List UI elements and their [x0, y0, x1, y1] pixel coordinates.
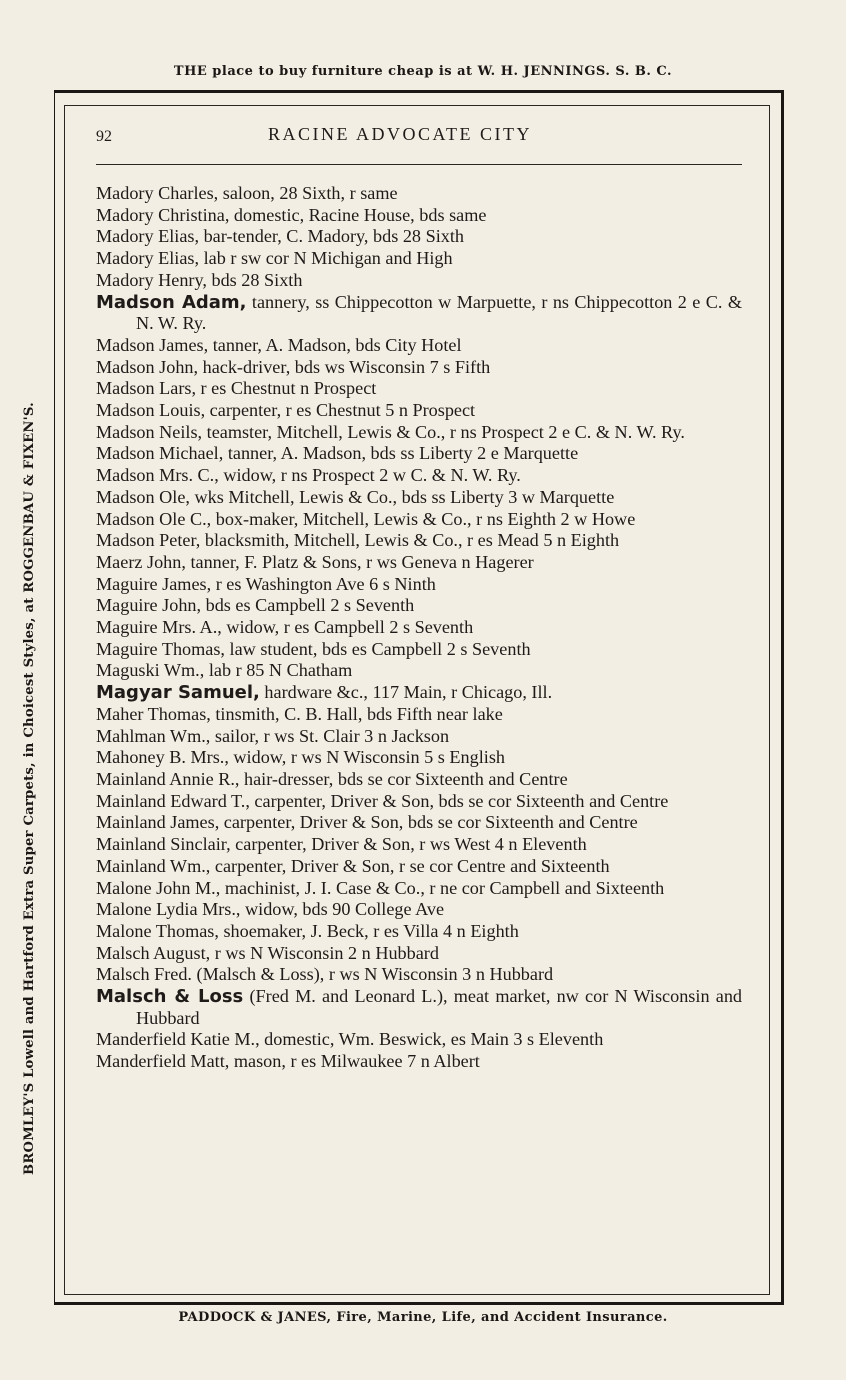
directory-entry	[96, 183, 742, 205]
directory-entry	[96, 986, 742, 1029]
entry-text: Mainland James, carpenter, Driver & Son, bds se cor Sixteenth and Centre	[96, 812, 638, 833]
directory-entry	[96, 487, 742, 509]
entry-text: Mainland Annie R., hair-dresser, bds se cor Sixteenth and Centre	[96, 768, 568, 789]
directory-entry	[96, 682, 742, 704]
directory-entry	[96, 639, 742, 661]
entry-text: Malone John M., machinist, J. I. Case & Co., r ne cor Campbell and Sixteenth	[96, 877, 665, 898]
directory-entry	[96, 660, 742, 682]
entry-text: Maher Thomas, tinsmith, C. B. Hall, bds Fifth near lake	[96, 703, 503, 724]
entry-text: Malsch August, r ws N Wisconsin 2 n Hubbard	[96, 942, 439, 963]
directory-entry	[96, 378, 742, 400]
entry-text: Mainland Wm., carpenter, Driver & Son, r se cor Centre and Sixteenth	[96, 855, 610, 876]
entry-text: Mahoney B. Mrs., widow, r ws N Wisconsin 5 s English	[96, 747, 505, 768]
directory-listing	[96, 183, 742, 1073]
entry-text: Mainland Sinclair, carpenter, Driver & Son, r ws West 4 n Eleventh	[96, 834, 587, 855]
entry-text: Madson Neils, teamster, Mitchell, Lewis & Co., r ns Prospect 2 e C. & N. W. Ry.	[96, 421, 685, 442]
entry-text: Manderfield Matt, mason, r es Milwaukee 7 n Albert	[96, 1051, 480, 1072]
directory-entry	[96, 812, 742, 834]
entry-text: Maerz John, tanner, F. Platz & Sons, r ws Geneva n Hagerer	[96, 551, 534, 572]
directory-entry	[96, 964, 742, 986]
entry-text: Mahlman Wm., sailor, r ws St. Clair 3 n Jackson	[96, 725, 450, 746]
directory-entry	[96, 704, 742, 726]
entry-text: Madory Elias, lab r sw cor N Michigan and High	[96, 248, 453, 269]
directory-entry	[96, 769, 742, 791]
entry-text: (Fred M. and Leonard L.), meat market, nw cor N Wisconsin and Hubbard	[136, 986, 743, 1028]
entry-text: Madson Ole, wks Mitchell, Lewis & Co., bds ss Liberty 3 w Marquette	[96, 486, 615, 507]
directory-entry	[96, 292, 742, 335]
entry-text: Maguire Mrs. A., widow, r es Campbell 2 s Seventh	[96, 617, 474, 638]
directory-entry	[96, 335, 742, 357]
directory-entry	[96, 1029, 742, 1051]
directory-entry	[96, 747, 742, 769]
entry-text: Madson Lars, r es Chestnut n Prospect	[96, 378, 377, 399]
directory-entry	[96, 530, 742, 552]
entry-text: hardware &c., 117 Main, r Chicago, Ill.	[259, 682, 553, 703]
directory-entry	[96, 878, 742, 900]
directory-entry	[96, 270, 742, 292]
directory-entry	[96, 248, 742, 270]
entry-text: Malsch Fred. (Malsch & Loss), r ws N Wisconsin 3 n Hubbard	[96, 964, 554, 985]
page-header	[96, 124, 742, 165]
directory-entry	[96, 443, 742, 465]
entry-text: Maguski Wm., lab r 85 N Chatham	[96, 660, 353, 681]
entry-text: Maguire James, r es Washington Ave 6 s Ninth	[96, 573, 436, 594]
directory-entry	[96, 791, 742, 813]
directory-entry	[96, 899, 742, 921]
bottom-advertisement: PADDOCK & JANES, Fire, Marine, Life, and Accident Insurance.	[178, 1310, 668, 1325]
directory-entry	[96, 465, 742, 487]
entry-bold-name: Magyar Samuel,	[96, 682, 260, 704]
entry-text: Malone Lydia Mrs., widow, bds 90 College Ave	[96, 899, 445, 920]
entry-text: Madson James, tanner, A. Madson, bds City Hotel	[96, 334, 462, 355]
entry-text: Maguire John, bds es Campbell 2 s Seventh	[96, 595, 415, 616]
directory-entry	[96, 357, 742, 379]
entry-bold-name: Malsch & Loss	[96, 986, 244, 1008]
entry-text: Manderfield Katie M., domestic, Wm. Beswick, es Main 3 s Eleventh	[96, 1029, 604, 1050]
entry-text: Madory Charles, saloon, 28 Sixth, r same	[96, 183, 398, 203]
directory-entry	[96, 834, 742, 856]
page-number: 92	[96, 128, 112, 145]
side-advertisement: BROMLEY'S Lowell and Hartford Extra Super Carpets, in Choicest Styles, at ROGGENBAU & FIXEN'S.	[22, 402, 37, 1175]
directory-entry	[96, 509, 742, 531]
entry-text: Madson Peter, blacksmith, Mitchell, Lewis & Co., r es Mead 5 n Eighth	[96, 530, 620, 551]
entry-text: Madory Elias, bar-tender, C. Madory, bds 28 Sixth	[96, 226, 464, 247]
entry-bold-name: Madson Adam,	[96, 291, 247, 313]
entry-text: Madory Christina, domestic, Racine House, bds same	[96, 204, 487, 225]
directory-entry	[96, 595, 742, 617]
directory-entry	[96, 400, 742, 422]
entry-text: Madory Henry, bds 28 Sixth	[96, 269, 303, 290]
entry-text: Mainland Edward T., carpenter, Driver & Son, bds se cor Sixteenth and Centre	[96, 790, 669, 811]
entry-text: tannery, ss Chippecotton w Marpuette, r ns Chippecotton 2 e C. & N. W. Ry.	[136, 291, 742, 334]
directory-entry	[96, 943, 742, 965]
directory-entry	[96, 921, 742, 943]
entry-text: Madson Michael, tanner, A. Madson, bds ss Liberty 2 e Marquette	[96, 443, 579, 464]
directory-entry	[96, 856, 742, 878]
top-advertisement: THE place to buy furniture cheap is at W. H. JENNINGS. S. B. C.	[173, 64, 673, 79]
entry-text: Madson Louis, carpenter, r es Chestnut 5 n Prospect	[96, 400, 476, 421]
entry-text: Madson Mrs. C., widow, r ns Prospect 2 w C. & N. W. Ry.	[96, 465, 521, 486]
directory-entry	[96, 1051, 742, 1073]
directory-entry	[96, 552, 742, 574]
directory-entry	[96, 574, 742, 596]
entry-text: Madson John, hack-driver, bds ws Wisconsin 7 s Fifth	[96, 356, 491, 377]
directory-entry	[96, 226, 742, 248]
entry-text: Malone Thomas, shoemaker, J. Beck, r es Villa 4 n Eighth	[96, 920, 519, 941]
page-title: RACINE ADVOCATE CITY	[268, 124, 532, 144]
directory-entry	[96, 726, 742, 748]
directory-entry	[96, 422, 742, 444]
directory-entry	[96, 617, 742, 639]
directory-entry	[96, 205, 742, 227]
entry-text: Madson Ole C., box-maker, Mitchell, Lewis & Co., r ns Eighth 2 w Howe	[96, 508, 636, 529]
entry-text: Maguire Thomas, law student, bds es Campbell 2 s Seventh	[96, 638, 531, 659]
